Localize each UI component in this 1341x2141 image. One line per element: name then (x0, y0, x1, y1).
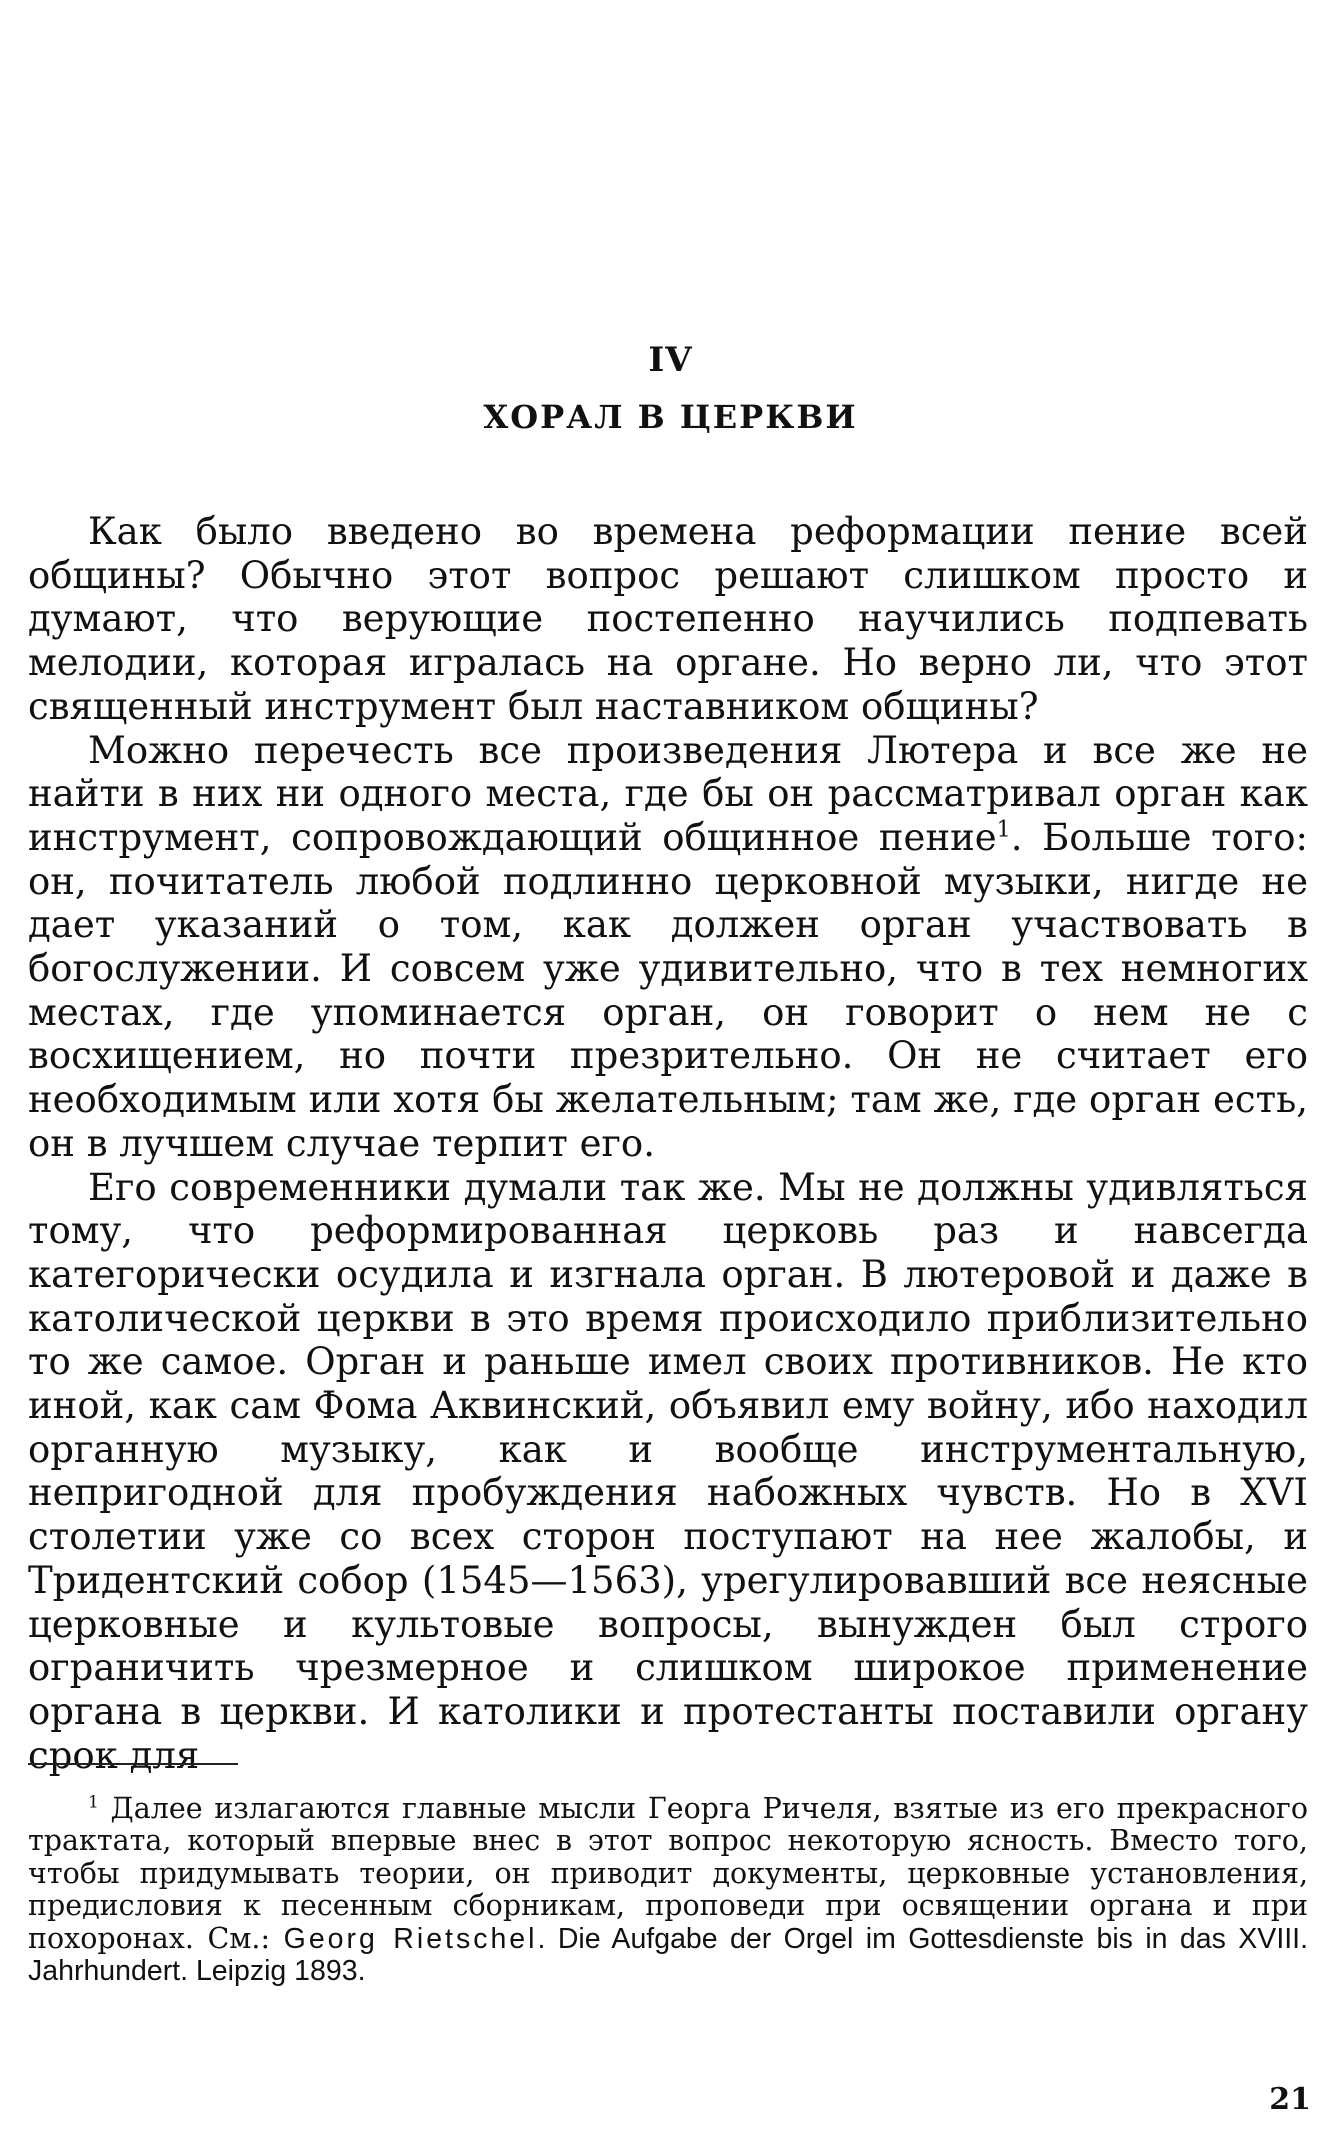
body-text (28, 510, 1308, 1777)
footnote-reference: 1 (996, 816, 1011, 843)
paragraph-2-text-after: . Больше того: он, почитатель любой подлинно церковной музыки, нигде не дает указаний о том, как должен орган участвовать в богослужении. И совсем уже удивительно, что в тех немногих местах, где упоминается орган, он говорит о нем не с восхищением, но почти презрительно. Он не считает его необходимым или хотя бы желательным; там же, где орган есть, он в лучшем случае терпит его. (28, 815, 1308, 1165)
paragraph-3: Его современники думали так же. Мы не должны удивляться тому, что реформированная церковь раз и навсегда категорически осудила и изгнала орган. В лютеровой и даже в католической церкви в это время происходило приблизительно то же самое. Орган и раньше имел своих противников. Не кто иной, как сам Фома Аквинский, объявил ему войну, ибо находил органную музыку, как и вообще инструментальную, непригодной для пробуждения набожных чувств. Но в XVI столетии уже со всех сторон поступают на нее жалобы, и Тридентский собор (1545—1563), урегулировавший все неясные церковные и культовые вопросы, вынужден был строго ограничить чрезмерное и слишком широкое применение органа в церкви. И католики и протестанты поставили органу срок для (28, 1165, 1308, 1777)
paragraph-1: Как было введено во времена реформации пение всей общины? Обычно этот вопрос решают слишком просто и думают, что верующие постепенно научились подпевать мелодии, которая игралась на органе. Но верно ли, что этот священный инструмент был наставником общины? (28, 510, 1308, 728)
footnote-text: Далее излагаются главные мысли Георга Ричеля, взятые из его прекрасного трактата, который впервые внес в этот вопрос некоторую ясность. Вместо того, чтобы придумывать теории, он приводит документы, церковные установления, предисловия к песенным сборникам, проповеди при освящении органа и при похоронах. См.: (28, 1792, 1308, 1955)
page-number: 21 (1269, 2082, 1311, 2117)
paragraph-2-text-before: Можно перечесть все произведения Лютера и все же не найти в них ни одного места, где бы он рассматривал орган как инструмент, сопровождающий общинное пение (28, 728, 1308, 859)
footnote-citation: . Die Aufgabe der Orgel im Gottesdienste bis in das XVIII. Jahrhundert. Leipzig 1893. (28, 1922, 1308, 1988)
chapter-number: IV (648, 340, 693, 380)
footnote-author: Georg Rietschel (283, 1922, 538, 1955)
paragraph-2 (28, 729, 1308, 1166)
chapter-title: ХОРАЛ В ЦЕРКВИ (483, 398, 858, 436)
footnote-marker: 1 (88, 1792, 99, 1813)
footnote-divider (28, 1763, 238, 1765)
footnote (28, 1793, 1308, 1987)
